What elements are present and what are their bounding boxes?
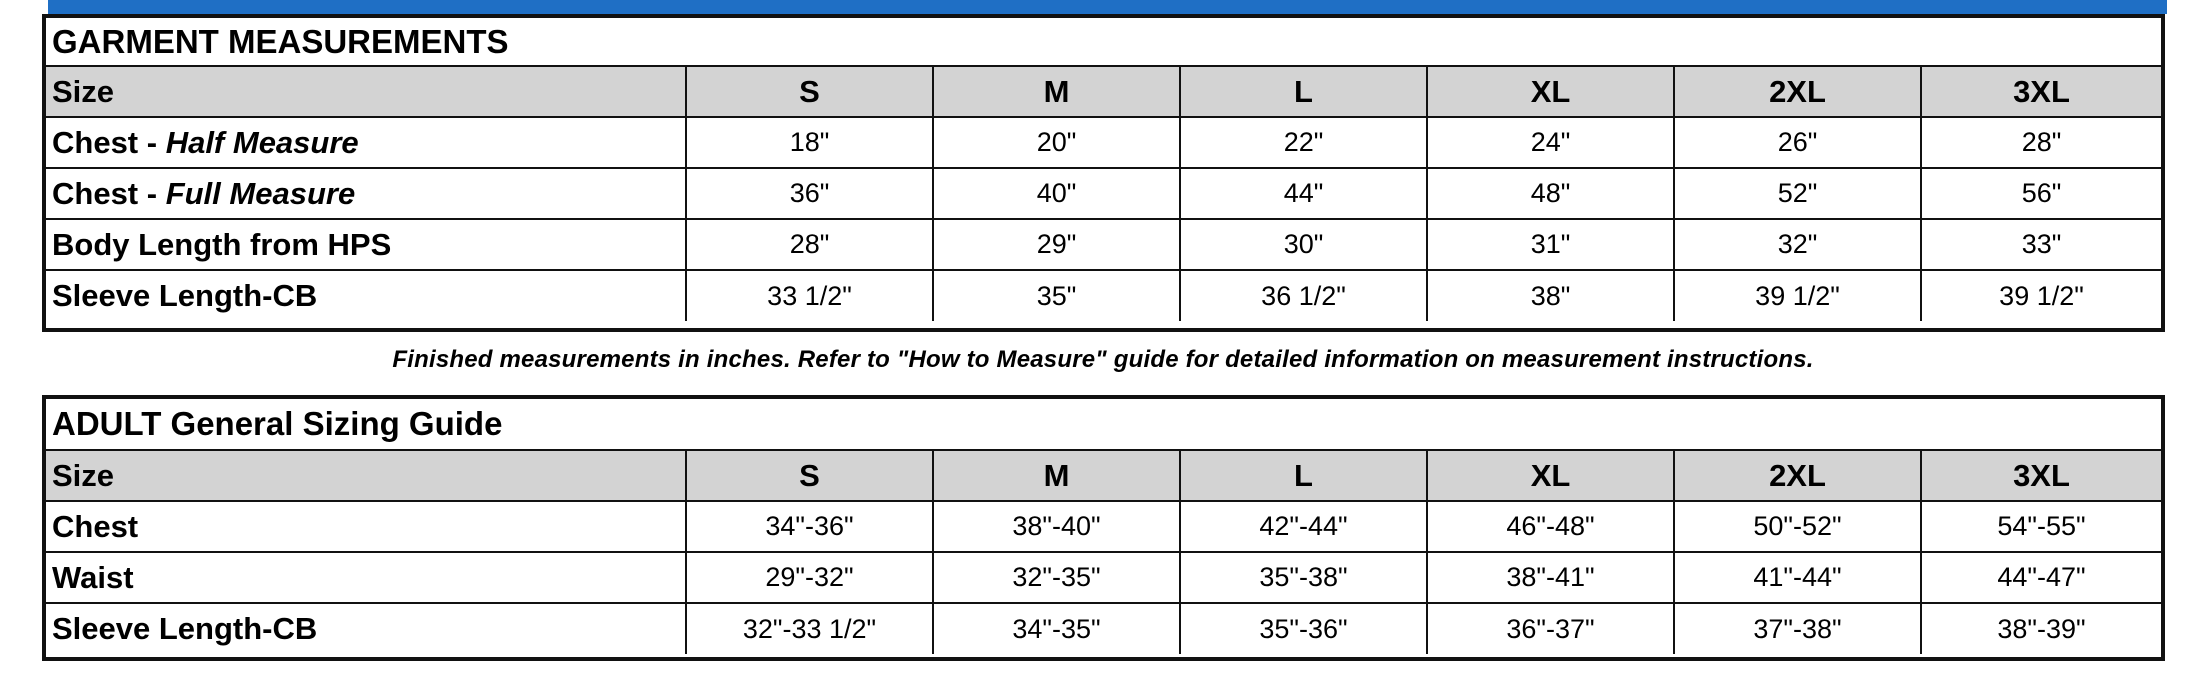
- size-header: L: [1180, 450, 1427, 501]
- measurement-cell: 34"-35": [933, 603, 1180, 654]
- measurement-cell: 37"-38": [1674, 603, 1921, 654]
- measurement-cell: 31": [1427, 219, 1674, 270]
- measurement-cell: 36": [686, 168, 933, 219]
- size-header: S: [686, 450, 933, 501]
- measurement-cell: 39 1/2": [1674, 270, 1921, 321]
- row-label-plain: Chest -: [52, 124, 166, 160]
- measurement-cell: 28": [686, 219, 933, 270]
- measurement-cell: 32": [1674, 219, 1921, 270]
- garment-table-title: GARMENT MEASUREMENTS: [46, 18, 2161, 66]
- table-row: [46, 552, 2161, 603]
- measurement-cell: 48": [1427, 168, 1674, 219]
- measurement-cell: 40": [933, 168, 1180, 219]
- measurement-cell: 29"-32": [686, 552, 933, 603]
- measurement-cell: 29": [933, 219, 1180, 270]
- row-label: [46, 168, 686, 219]
- measurement-cell: 38"-41": [1427, 552, 1674, 603]
- row-label: [46, 219, 686, 270]
- size-label: Size: [46, 450, 686, 501]
- row-label-italic: Half Measure: [165, 124, 359, 160]
- measurement-cell: 56": [1921, 168, 2161, 219]
- table-row: [46, 270, 2161, 321]
- size-header: XL: [1427, 450, 1674, 501]
- row-label: [46, 270, 686, 321]
- table-row: [46, 501, 2161, 552]
- measurement-cell: 50"-52": [1674, 501, 1921, 552]
- measurement-cell: 24": [1427, 117, 1674, 168]
- size-label: Size: [46, 66, 686, 117]
- size-header: XL: [1427, 66, 1674, 117]
- measurement-cell: 20": [933, 117, 1180, 168]
- row-label-italic: Full Measure: [165, 175, 356, 211]
- measurement-cell: 38"-40": [933, 501, 1180, 552]
- measurement-cell: 36 1/2": [1180, 270, 1427, 321]
- measurement-cell: 46"-48": [1427, 501, 1674, 552]
- measurement-cell: 52": [1674, 168, 1921, 219]
- adult-size-header-row: [46, 450, 2161, 501]
- size-header: 3XL: [1921, 66, 2161, 117]
- size-header: M: [933, 450, 1180, 501]
- garment-size-header-row: [46, 66, 2161, 117]
- measurement-cell: 35": [933, 270, 1180, 321]
- measurement-cell: 32"-35": [933, 552, 1180, 603]
- size-header: 2XL: [1674, 66, 1921, 117]
- measurement-cell: 35"-36": [1180, 603, 1427, 654]
- table-row: [46, 168, 2161, 219]
- measurement-cell: 41"-44": [1674, 552, 1921, 603]
- measurement-cell: 39 1/2": [1921, 270, 2161, 321]
- row-label-plain: Body Length from HPS: [52, 226, 392, 262]
- table-row: [46, 219, 2161, 270]
- measurement-cell: 38"-39": [1921, 603, 2161, 654]
- measurement-cell: 54"-55": [1921, 501, 2161, 552]
- table-row: [46, 603, 2161, 654]
- measurement-cell: 26": [1674, 117, 1921, 168]
- size-header: L: [1180, 66, 1427, 117]
- measurement-cell: 32"-33 1/2": [686, 603, 933, 654]
- table-row: [46, 117, 2161, 168]
- measurement-cell: 44"-47": [1921, 552, 2161, 603]
- measurement-footnote: Finished measurements in inches. Refer to "How to Measure" guide for detailed information on measurement instructions.: [392, 346, 1814, 373]
- size-header: M: [933, 66, 1180, 117]
- measurement-cell: 36"-37": [1427, 603, 1674, 654]
- measurement-cell: 42"-44": [1180, 501, 1427, 552]
- row-label: Sleeve Length-CB: [46, 603, 686, 654]
- measurement-cell: 33": [1921, 219, 2161, 270]
- size-header: 3XL: [1921, 450, 2161, 501]
- adult-grid: [46, 399, 2161, 654]
- adult-sizing-table: [42, 395, 2165, 661]
- row-label: Waist: [46, 552, 686, 603]
- row-label-plain: Chest -: [52, 175, 166, 211]
- row-label: Chest: [46, 501, 686, 552]
- measurement-cell: 44": [1180, 168, 1427, 219]
- measurement-cell: 18": [686, 117, 933, 168]
- measurement-cell: 35"-38": [1180, 552, 1427, 603]
- measurement-cell: 34"-36": [686, 501, 933, 552]
- garment-measurements-table: [42, 14, 2165, 332]
- measurement-cell: 33 1/2": [686, 270, 933, 321]
- measurement-cell: 30": [1180, 219, 1427, 270]
- size-header: S: [686, 66, 933, 117]
- header-accent-band: [48, 0, 2167, 14]
- measurement-cell: 28": [1921, 117, 2161, 168]
- row-label-plain: Sleeve Length-CB: [52, 278, 318, 313]
- measurement-cell: 22": [1180, 117, 1427, 168]
- measurement-cell: 38": [1427, 270, 1674, 321]
- row-label: [46, 117, 686, 168]
- garment-grid: [46, 18, 2161, 321]
- adult-table-title: ADULT General Sizing Guide: [46, 399, 2161, 450]
- size-header: 2XL: [1674, 450, 1921, 501]
